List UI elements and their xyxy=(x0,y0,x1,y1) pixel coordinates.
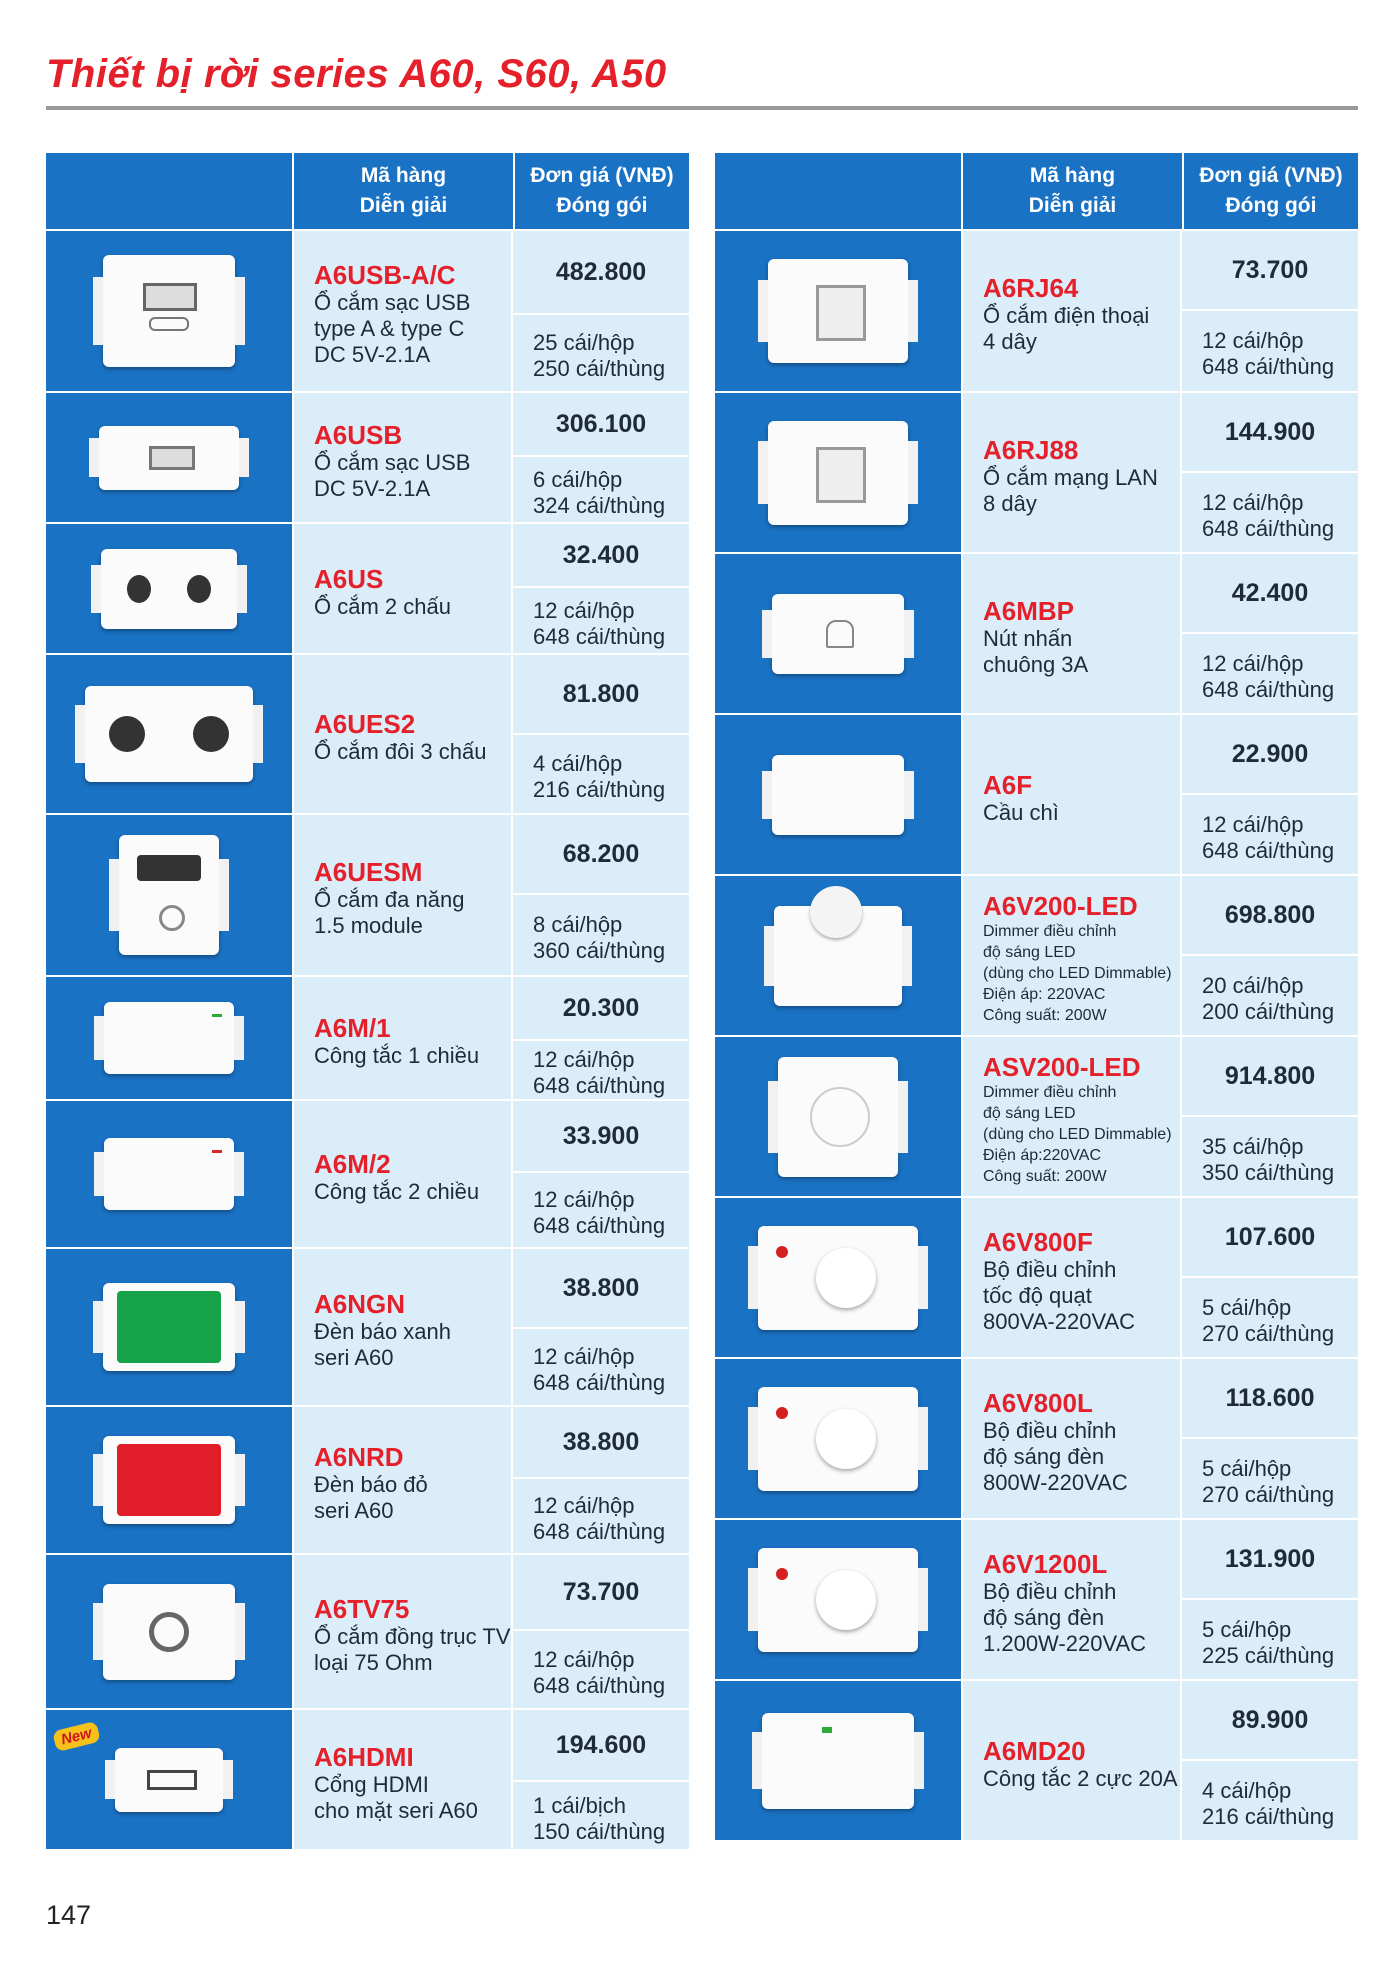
product-description-line: cho mặt seri A60 xyxy=(314,1797,478,1823)
table-row xyxy=(46,1407,689,1555)
product-code: A6USB-A/C xyxy=(314,260,456,290)
unit-price: 81.800 xyxy=(513,655,689,735)
two-pin-socket-icon xyxy=(101,549,237,629)
price-pack-cell xyxy=(511,815,689,975)
product-description-cell xyxy=(292,1710,511,1849)
header-desc-label: Diễn giải xyxy=(1028,194,1117,217)
price-pack-cell xyxy=(511,1555,689,1708)
header-desc-label: Diễn giải xyxy=(359,194,448,217)
header-pack-label: Đóng gói xyxy=(1225,194,1317,217)
header-price-pack xyxy=(1182,153,1358,229)
table-row xyxy=(715,231,1358,393)
product-description-line: DC 5V-2.1A xyxy=(314,475,431,501)
product-description-line: seri A60 xyxy=(314,1345,394,1370)
product-description-line: 1.5 module xyxy=(314,913,423,938)
lan-socket-icon xyxy=(768,421,908,525)
product-description-line: (dùng cho LED Dimmable) xyxy=(983,965,1172,982)
packaging-line: 648 cái/thùng xyxy=(1202,676,1335,702)
table-row xyxy=(715,1198,1358,1359)
universal-socket-icon xyxy=(119,835,219,955)
light-dimmer-1200-icon xyxy=(758,1548,918,1652)
packaging-line: 6 cái/hộp xyxy=(533,466,623,492)
product-code: A6HDMI xyxy=(314,1741,414,1772)
usb-socket-icon xyxy=(99,426,239,490)
product-code: A6V800F xyxy=(983,1226,1093,1257)
packaging-line: 360 cái/thùng xyxy=(533,938,666,963)
unit-price: 131.900 xyxy=(1182,1520,1358,1600)
product-description-cell xyxy=(292,1101,511,1247)
table-row xyxy=(715,1681,1358,1842)
red-indicator-icon xyxy=(103,1436,235,1524)
product-description-line: Bộ điều chỉnh xyxy=(983,1256,1117,1282)
packaging-line: 12 cái/hộp xyxy=(533,1047,635,1072)
packaging-line: 4 cái/hộp xyxy=(1202,1777,1292,1803)
right-product-table xyxy=(715,153,1358,1842)
price-pack-cell xyxy=(1180,1037,1358,1196)
product-description-line: Ổ cắm sạc USB xyxy=(314,449,471,475)
unit-price: 32.400 xyxy=(513,524,689,588)
product-image-cell xyxy=(46,231,292,391)
packaging-line: 350 cái/thùng xyxy=(1202,1159,1335,1185)
packaging-line: 4 cái/hộp xyxy=(533,751,623,776)
product-description-line: Công tắc 2 cực 20A xyxy=(983,1765,1178,1791)
product-code: A6RJ88 xyxy=(983,434,1079,465)
product-description-cell xyxy=(961,1681,1180,1840)
product-code: ASV200-LED xyxy=(983,1052,1141,1082)
product-code: A6F xyxy=(983,769,1033,800)
product-description-line: Công tắc 1 chiều xyxy=(314,1043,480,1068)
packaging-line: 648 cái/thùng xyxy=(1202,837,1335,863)
header-price-label: Đơn giá (VNĐ) xyxy=(530,164,674,187)
product-image-cell xyxy=(715,231,961,391)
unit-price: 194.600 xyxy=(513,1710,689,1782)
product-image-cell xyxy=(46,815,292,975)
unit-price: 698.800 xyxy=(1182,876,1358,956)
packaging-line: 5 cái/hộp xyxy=(1202,1294,1292,1320)
bell-button-icon xyxy=(772,594,904,674)
table-row xyxy=(715,1520,1358,1681)
header-price-label: Đơn giá (VNĐ) xyxy=(1199,164,1343,187)
unit-price: 914.800 xyxy=(1182,1037,1358,1117)
product-code: A6MBP xyxy=(983,595,1075,626)
product-description-line: Công tắc 2 chiều xyxy=(314,1179,480,1204)
packaging-line: 270 cái/thùng xyxy=(1202,1481,1335,1507)
product-image-cell xyxy=(46,393,292,522)
packaging-line: 200 cái/thùng xyxy=(1202,998,1335,1024)
table-row xyxy=(46,655,689,815)
packaging-info xyxy=(513,1479,689,1553)
product-description-line: Bộ điều chỉnh xyxy=(983,1417,1117,1443)
product-description-line: 8 dây xyxy=(983,490,1037,516)
product-image-cell xyxy=(46,1710,292,1849)
product-description-line: Ổ cắm mạng LAN xyxy=(983,464,1158,490)
product-description-line: Nút nhấn xyxy=(983,625,1073,651)
packaging-info xyxy=(513,588,689,653)
product-image-cell xyxy=(715,1520,961,1679)
product-code: A6NRD xyxy=(314,1442,404,1472)
unit-price: 73.700 xyxy=(1182,231,1358,311)
packaging-line: 12 cái/hộp xyxy=(533,597,635,623)
product-description-line: Ổ cắm sạc USB xyxy=(314,290,471,315)
product-description-cell xyxy=(961,393,1180,552)
title-divider xyxy=(46,106,1358,110)
product-description-cell xyxy=(292,655,511,813)
fan-speed-controller-icon xyxy=(758,1226,918,1330)
packaging-info xyxy=(1182,1117,1358,1196)
price-pack-cell xyxy=(511,393,689,522)
header-code-label: Mã hàng xyxy=(360,164,447,187)
unit-price: 68.200 xyxy=(513,815,689,895)
product-description-line: độ sáng đèn xyxy=(983,1443,1105,1469)
one-way-switch-icon xyxy=(104,1002,234,1074)
table-row xyxy=(46,1710,689,1851)
table-row xyxy=(715,715,1358,876)
header-code-desc xyxy=(961,153,1182,229)
page-number: 147 xyxy=(46,1900,92,1930)
product-description-line: Điện áp: 220VAC xyxy=(983,986,1106,1003)
product-image-cell xyxy=(46,1101,292,1247)
light-dimmer-800-icon xyxy=(758,1387,918,1491)
product-description-line: Ổ cắm 2 chấu xyxy=(314,593,451,619)
packaging-info xyxy=(513,1329,689,1405)
price-pack-cell xyxy=(1180,231,1358,391)
packaging-info xyxy=(513,895,689,975)
product-code: A6UES2 xyxy=(314,709,416,739)
unit-price: 38.800 xyxy=(513,1249,689,1329)
price-pack-cell xyxy=(1180,1681,1358,1840)
product-description-cell xyxy=(292,1407,511,1553)
price-pack-cell xyxy=(1180,1359,1358,1518)
product-description-cell xyxy=(292,1249,511,1405)
price-pack-cell xyxy=(511,1710,689,1849)
product-description-cell xyxy=(961,876,1180,1035)
table-row xyxy=(46,231,689,393)
product-image-cell xyxy=(46,1555,292,1708)
unit-price: 22.900 xyxy=(1182,715,1358,795)
table-row xyxy=(715,876,1358,1037)
price-pack-cell xyxy=(511,977,689,1099)
packaging-line: 648 cái/thùng xyxy=(533,1370,666,1395)
green-indicator-icon xyxy=(103,1283,235,1371)
packaging-line: 648 cái/thùng xyxy=(533,1519,666,1544)
unit-price: 73.700 xyxy=(513,1555,689,1631)
header-pack-label: Đóng gói xyxy=(556,194,648,217)
product-description-line: Ổ cắm đồng trục TV xyxy=(314,1623,511,1649)
product-image-cell xyxy=(715,876,961,1035)
packaging-info xyxy=(1182,1600,1358,1679)
packaging-info xyxy=(1182,634,1358,713)
unit-price: 38.800 xyxy=(513,1407,689,1479)
product-description-cell xyxy=(292,977,511,1099)
product-description-line: độ sáng đèn xyxy=(983,1604,1105,1630)
product-image-cell xyxy=(715,1359,961,1518)
packaging-info xyxy=(513,1631,689,1708)
product-image-cell xyxy=(46,655,292,813)
table-row xyxy=(46,1101,689,1249)
packaging-line: 12 cái/hộp xyxy=(533,1187,635,1212)
packaging-line: 270 cái/thùng xyxy=(1202,1320,1335,1346)
price-pack-cell xyxy=(1180,393,1358,552)
packaging-info xyxy=(1182,311,1358,391)
product-code: A6NGN xyxy=(314,1289,406,1319)
packaging-info xyxy=(513,1041,689,1099)
packaging-line: 648 cái/thùng xyxy=(533,1213,666,1238)
unit-price: 118.600 xyxy=(1182,1359,1358,1439)
product-description-line: Dimmer điều chỉnh xyxy=(983,1084,1117,1101)
price-pack-cell xyxy=(511,1101,689,1247)
table-row xyxy=(46,977,689,1101)
packaging-line: 20 cái/hộp xyxy=(1202,972,1304,998)
product-image-cell xyxy=(46,1249,292,1405)
price-pack-cell xyxy=(1180,715,1358,874)
product-image-cell xyxy=(715,1037,961,1196)
product-description-line: loại 75 Ohm xyxy=(314,1649,433,1675)
packaging-info xyxy=(513,457,689,522)
price-pack-cell xyxy=(1180,554,1358,713)
led-dimmer-icon xyxy=(774,906,902,1006)
table-row xyxy=(46,393,689,524)
product-code: A6MD20 xyxy=(983,1735,1086,1766)
unit-price: 33.900 xyxy=(513,1101,689,1173)
packaging-info xyxy=(1182,1439,1358,1518)
table-header xyxy=(46,153,689,231)
product-description-line: Ổ cắm đa năng xyxy=(314,887,465,912)
product-image-cell xyxy=(46,524,292,653)
packaging-line: 648 cái/thùng xyxy=(533,1073,666,1098)
left-product-table xyxy=(46,153,689,1851)
packaging-line: 12 cái/hộp xyxy=(533,1344,635,1369)
table-row xyxy=(715,1359,1358,1520)
price-pack-cell xyxy=(1180,1198,1358,1357)
unit-price: 107.600 xyxy=(1182,1198,1358,1278)
product-description-cell xyxy=(292,815,511,975)
unit-price: 89.900 xyxy=(1182,1681,1358,1761)
price-pack-cell xyxy=(1180,876,1358,1035)
packaging-info xyxy=(1182,956,1358,1035)
header-image-cell xyxy=(715,153,961,229)
packaging-line: 216 cái/thùng xyxy=(1202,1803,1335,1829)
packaging-line: 150 cái/thùng xyxy=(533,1818,666,1844)
product-description-cell xyxy=(292,231,511,391)
product-code: A6V800L xyxy=(983,1387,1093,1418)
unit-price: 42.400 xyxy=(1182,554,1358,634)
packaging-line: 648 cái/thùng xyxy=(533,623,666,649)
packaging-line: 12 cái/hộp xyxy=(1202,489,1304,515)
product-description-line: DC 5V-2.1A xyxy=(314,342,431,367)
packaging-line: 648 cái/thùng xyxy=(533,1672,666,1698)
packaging-info xyxy=(513,315,689,391)
packaging-line: 12 cái/hộp xyxy=(1202,811,1304,837)
packaging-info xyxy=(1182,795,1358,874)
product-code: A6V200-LED xyxy=(983,891,1138,921)
packaging-line: 12 cái/hộp xyxy=(1202,328,1304,353)
product-code: A6RJ64 xyxy=(983,273,1079,303)
product-description-cell xyxy=(961,554,1180,713)
hdmi-port-icon xyxy=(115,1748,223,1812)
product-description-line: chuông 3A xyxy=(983,651,1089,677)
product-image-cell xyxy=(715,715,961,874)
product-description-line: Công suất: 200W xyxy=(983,1007,1107,1024)
packaging-line: 8 cái/hộp xyxy=(533,912,623,937)
packaging-line: 648 cái/thùng xyxy=(1202,354,1335,379)
table-row xyxy=(715,554,1358,715)
header-code-label: Mã hàng xyxy=(1029,164,1116,187)
packaging-info xyxy=(513,1782,689,1849)
packaging-line: 225 cái/thùng xyxy=(1202,1642,1335,1668)
packaging-info xyxy=(1182,473,1358,552)
packaging-line: 12 cái/hộp xyxy=(533,1493,635,1518)
product-description-line: 800W-220VAC xyxy=(983,1469,1128,1495)
product-description-cell xyxy=(961,715,1180,874)
product-code: A6USB xyxy=(314,419,403,450)
table-header xyxy=(715,153,1358,231)
usb-ac-socket-icon xyxy=(103,255,235,367)
table-row xyxy=(46,524,689,655)
packaging-line: 1 cái/bịch xyxy=(533,1792,626,1818)
packaging-line: 648 cái/thùng xyxy=(1202,515,1335,541)
packaging-line: 25 cái/hộp xyxy=(533,330,635,355)
new-badge: New xyxy=(52,1721,101,1752)
product-description-cell xyxy=(961,1520,1180,1679)
price-pack-cell xyxy=(511,1249,689,1405)
product-description-line: (dùng cho LED Dimmable) xyxy=(983,1126,1172,1143)
product-code: A6TV75 xyxy=(314,1593,410,1624)
price-pack-cell xyxy=(511,1407,689,1553)
product-image-cell xyxy=(715,1681,961,1840)
price-pack-cell xyxy=(511,655,689,813)
product-code: A6US xyxy=(314,563,384,594)
product-description-line: Ổ cắm điện thoại xyxy=(983,303,1150,328)
unit-price: 306.100 xyxy=(513,393,689,457)
fuse-icon xyxy=(772,755,904,835)
product-description-cell xyxy=(961,1359,1180,1518)
product-code: A6M/1 xyxy=(314,1013,391,1043)
product-description-line: Bộ điều chỉnh xyxy=(983,1578,1117,1604)
phone-socket-icon xyxy=(768,259,908,363)
unit-price: 20.300 xyxy=(513,977,689,1041)
product-description-line: Đèn báo xanh xyxy=(314,1319,451,1344)
packaging-line: 12 cái/hộp xyxy=(533,1646,635,1672)
packaging-line: 35 cái/hộp xyxy=(1202,1133,1304,1159)
product-image-cell xyxy=(46,1407,292,1553)
product-description-line: Ổ cắm đôi 3 chấu xyxy=(314,739,487,764)
product-description-cell xyxy=(961,1198,1180,1357)
packaging-info xyxy=(1182,1761,1358,1840)
product-description-line: 1.200W-220VAC xyxy=(983,1630,1147,1656)
product-description-line: Công suất: 200W xyxy=(983,1168,1107,1185)
two-way-switch-icon xyxy=(104,1138,234,1210)
tv-coax-socket-icon xyxy=(103,1584,235,1680)
product-description-line: tốc độ quạt xyxy=(983,1282,1092,1308)
product-description-line: 800VA-220VAC xyxy=(983,1308,1136,1334)
table-row xyxy=(715,393,1358,554)
product-description-line: type A & type C xyxy=(314,316,465,341)
product-description-cell xyxy=(292,393,511,522)
unit-price: 144.900 xyxy=(1182,393,1358,473)
product-description-cell xyxy=(961,1037,1180,1196)
product-image-cell xyxy=(715,554,961,713)
packaging-info xyxy=(513,1173,689,1247)
packaging-info xyxy=(1182,1278,1358,1357)
product-code: A6UESM xyxy=(314,857,423,887)
product-description-line: 4 dây xyxy=(983,329,1037,354)
product-description-line: Cổng HDMI xyxy=(314,1771,429,1797)
packaging-line: 324 cái/thùng xyxy=(533,492,666,518)
table-row xyxy=(46,1249,689,1407)
table-row xyxy=(46,1555,689,1710)
product-description-cell xyxy=(292,1555,511,1708)
unit-price: 482.800 xyxy=(513,231,689,315)
header-code-desc xyxy=(292,153,513,229)
product-description-line: Dimmer điều chỉnh xyxy=(983,923,1117,940)
product-description-line: Đèn báo đỏ xyxy=(314,1472,428,1497)
product-description-line: độ sáng LED xyxy=(983,944,1076,961)
price-pack-cell xyxy=(511,524,689,653)
packaging-line: 250 cái/thùng xyxy=(533,356,666,381)
table-row xyxy=(715,1037,1358,1198)
product-description-line: seri A60 xyxy=(314,1498,394,1523)
product-image-cell xyxy=(46,977,292,1099)
product-description-line: độ sáng LED xyxy=(983,1105,1076,1122)
double-pole-switch-icon xyxy=(762,1713,914,1809)
packaging-line: 5 cái/hộp xyxy=(1202,1616,1292,1642)
packaging-line: 5 cái/hộp xyxy=(1202,1455,1292,1481)
double-socket-icon xyxy=(85,686,253,782)
price-pack-cell xyxy=(511,231,689,391)
header-image-cell xyxy=(46,153,292,229)
packaging-line: 12 cái/hộp xyxy=(1202,650,1304,676)
product-code: A6V1200L xyxy=(983,1548,1108,1579)
price-pack-cell xyxy=(1180,1520,1358,1679)
page-title: Thiết bị rời series A60, S60, A50 xyxy=(46,52,667,96)
product-code: A6M/2 xyxy=(314,1149,391,1179)
header-price-pack xyxy=(513,153,689,229)
product-description-line: Cầu chì xyxy=(983,799,1059,825)
product-description-cell xyxy=(292,524,511,653)
packaging-info xyxy=(513,735,689,813)
table-row xyxy=(46,815,689,977)
packaging-line: 216 cái/thùng xyxy=(533,777,666,802)
product-image-cell xyxy=(715,393,961,552)
product-image-cell xyxy=(715,1198,961,1357)
product-description-cell xyxy=(961,231,1180,391)
product-description-line: Điện áp:220VAC xyxy=(983,1147,1101,1164)
square-dimmer-icon xyxy=(778,1057,898,1177)
